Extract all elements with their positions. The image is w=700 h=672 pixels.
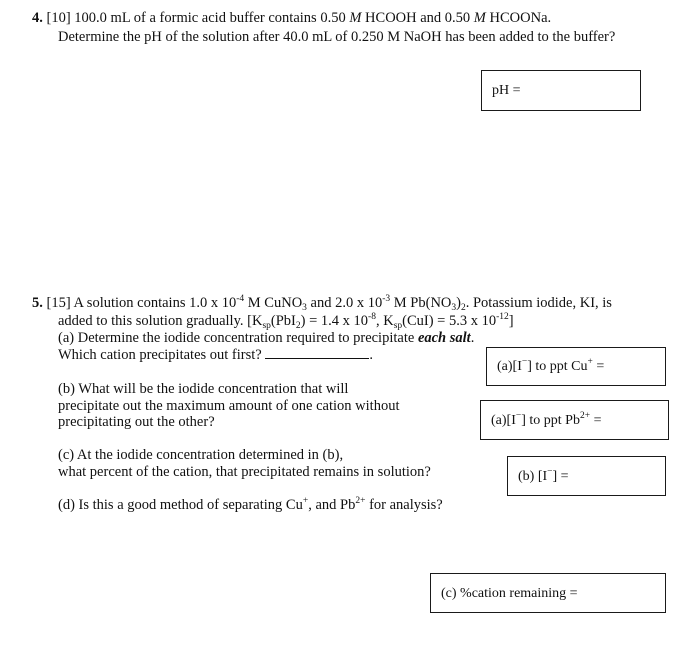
q5-points: [15] (46, 295, 71, 311)
q5-line2: added to this solution gradually. [$K_{sp}(PbI_2) = 1.4$ x $10^{-8}$, $K_{sp}(CuI) = 5.3$ x $10^{-12}$] (58, 312, 514, 331)
q4-line1: 4. [10] 100.0 mL of a formic acid buffer contains 0.50 M HCOOH and 0.50 M HCOONa. (32, 10, 552, 26)
q5-line1: 5. [15] A solution contains 1.0 x $10^{-4}$ M CuNO$_3$ and 2.0 x $10^{-3}$ M $Pb(NO_3)_2$. Potassium iodide, KI, is (32, 294, 612, 313)
q5-part-a-emphasis: each salt (417, 330, 471, 346)
answer-box-c[interactable] (430, 573, 666, 613)
answer-box-b[interactable] (507, 456, 666, 496)
answer-box-a-cu-label: (a)[I−] to ppt Cu+ = (497, 357, 605, 374)
answer-box-a-cu[interactable] (486, 347, 666, 386)
answer-box-a-pb-label: (a)[I−] to ppt $Pb^{2+}$ = (491, 411, 602, 428)
q5-part-b-line1: (b) What will be the iodide concentration that will (58, 381, 349, 397)
q5-part-b-line3: precipitating out the other? (58, 414, 215, 430)
q4-line2: Determine the pH of the solution after 40.0 mL of 0.250 M NaOH has been added to the buffer? (58, 29, 616, 45)
answer-blank[interactable] (265, 346, 369, 359)
q5-part-d: (d) Is this a good method of separating Cu+, and $Pb^{2+}$ for analysis? (58, 496, 443, 513)
q4-number: 4. (32, 10, 43, 26)
q5-part-c-line1: (c) At the iodide concentration determined in (b), (58, 447, 344, 463)
q5-part-c-line2: what percent of the cation, that precipitated remains in solution? (58, 464, 431, 480)
q5-number: 5. (32, 295, 43, 311)
q5-part-a-line2: Which cation precipitates out first? . (58, 347, 373, 363)
answer-box-a-pb[interactable] (480, 400, 669, 440)
ph-answer-label: pH = (492, 83, 521, 98)
q5-part-b-line2: precipitate out the maximum amount of one cation without (58, 398, 400, 414)
ph-answer-box[interactable] (481, 70, 641, 111)
q4-points: [10] (46, 10, 71, 26)
answer-box-b-label: (b) [I−] = (518, 467, 569, 484)
answer-box-c-label: (c) %cation remaining = (441, 586, 578, 601)
q5-part-a-line1: (a) Determine the iodide concentration required to precipitate each salt. (58, 330, 475, 346)
